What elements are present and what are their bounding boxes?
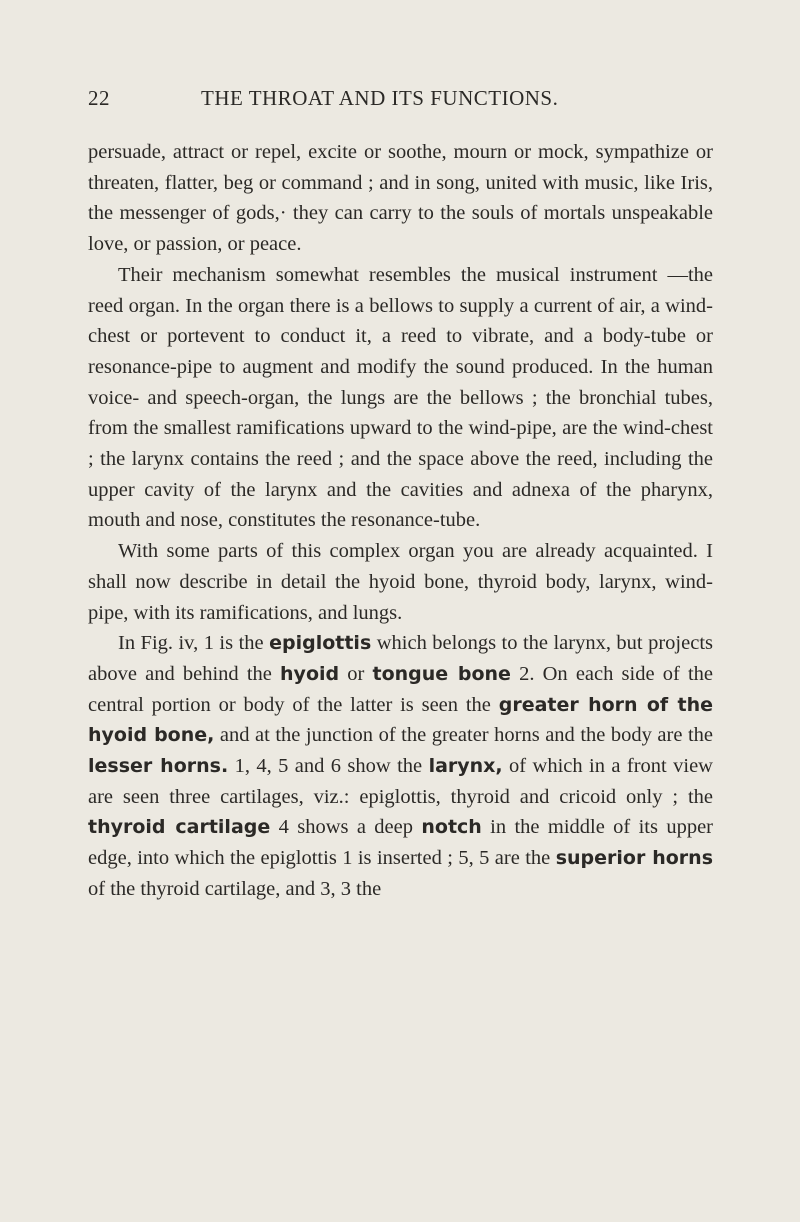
text-run: 2. On each side of the central portion or body of the latter is seen the	[88, 662, 714, 716]
term-hyoid: hyoid	[280, 662, 340, 685]
term-thyroid-cartilage: thyroid cartilage	[88, 816, 271, 839]
text-run: or	[339, 662, 373, 685]
text-run: of the thyroid cartilage, and 3, 3 the	[88, 877, 382, 900]
text-run: in the middle of its upper edge, into which the epiglottis 1 is inserted ; 5, 5 are the	[88, 816, 714, 870]
term-epiglottis: epiglottis	[269, 632, 372, 655]
term-lesser-horns: lesser horns.	[88, 755, 229, 778]
running-title: THE THROAT AND ITS FUNCTIONS.	[201, 86, 559, 110]
body-text	[88, 137, 713, 905]
term-tongue-bone: tongue bone	[372, 662, 511, 685]
text-run: and at the junction of the greater horns and the body are the	[214, 724, 713, 747]
term-notch: notch	[421, 816, 482, 839]
text-run: In Fig. iv, 1 is the	[118, 632, 270, 655]
text-run: 1, 4, 5 and 6 show the	[228, 755, 429, 778]
text-run: which belongs to the larynx, but projects above and behind the	[88, 632, 713, 685]
page-number: 22	[88, 86, 110, 110]
term-superior-horns: superior horns	[555, 847, 713, 870]
text-run: of which in a front view are seen three cartilages, viz.: epiglottis, thyroid and cricoid only ; the	[88, 755, 713, 808]
term-greater-horn: greater horn of the hyoid bone,	[88, 693, 713, 747]
paragraph-2: Their mechanism somewhat resembles the musical instrument —the reed organ. In the organ there is a bellows to supply a current of air, a wind-chest or portevent to conduct it, a reed to vibrate, and a body-tube or resonance-pipe to augment and modify the sound produced. In the human voice- and speech-organ, the lungs are the bellows ; the bronchial tubes, from the smallest ramifications upward to the wind-pipe, are the wind-chest ; the larynx contains the reed ; and the space above the reed, including the upper cavity of the larynx and the cavities and adnexa of the pharynx, mouth and nose, constitutes the resonance-tube.	[88, 263, 713, 532]
paragraph-1: persuade, attract or repel, excite or soothe, mourn or mock, sympathize or threaten, flatter, beg or command ; and in song, united with music, like Iris, the messenger of gods,· they can carry to the souls of mortals unspeakable love, or passion, or peace.	[88, 141, 713, 256]
term-larynx: larynx,	[428, 755, 503, 778]
paragraph-3: With some parts of this complex organ you are already acquainted. I shall now describe in detail the hyoid bone, thyroid body, larynx, wind-pipe, with its ramifications, and lungs.	[88, 540, 713, 624]
paragraph-4	[88, 628, 713, 904]
text-run: 4 shows a deep	[270, 816, 422, 839]
